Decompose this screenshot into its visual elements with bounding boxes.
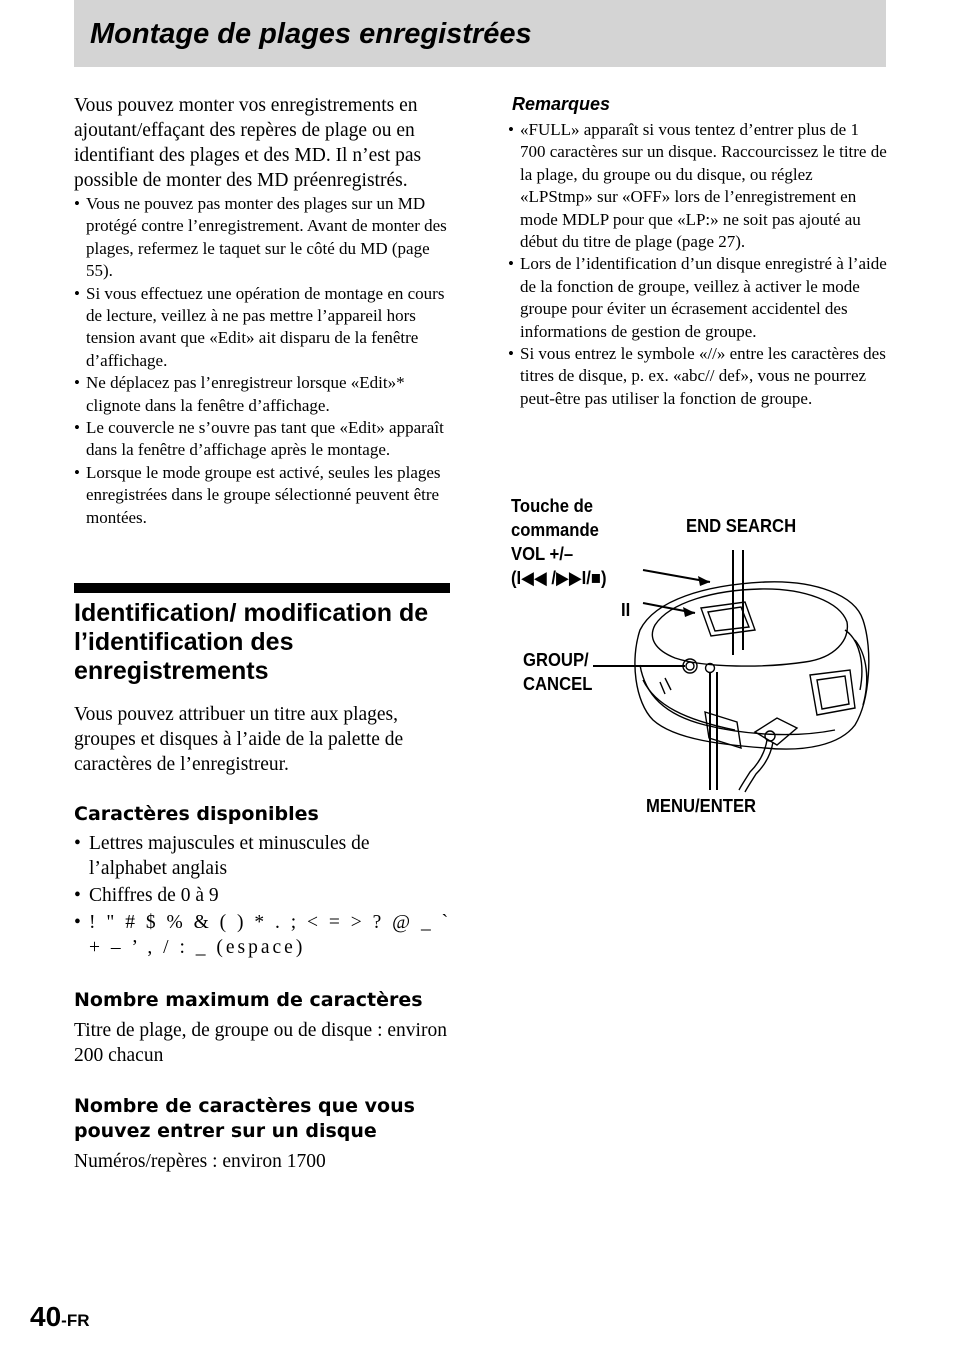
end-search-label: END SEARCH [686, 515, 797, 536]
intro-paragraph: Vous pouvez monter vos enregistrements en ajoutant/effaçant des repères de plage ou en identifiant des plages et des MD. Il n’est pas possible de monter des MD préenregistrés. [74, 95, 422, 191]
label-line: commande [511, 519, 599, 540]
list-item: • Vous ne pouvez pas monter des plages sur un MD protégé contre l’enregistrement. Avant de monter des plages, refermez le taquet sur le côté du MD (page 55). [74, 193, 452, 283]
list-item: • Lors de l’identification d’un disque enregistré à l’aide de la fonction de groupe, veillez à activer le mode groupe pour éviter un écrasement accidentel des informations de gestion de groupe. [508, 253, 888, 343]
touch-control-label [511, 494, 606, 590]
page-number [30, 1301, 89, 1333]
list-item: • Si vous effectuez une opération de montage en cours de lecture, veillez à ne pas mettre l’appareil hors tension avant que «Edit» ait disparu de la fenêtre d’affichage. [74, 283, 452, 373]
recorder-figure [505, 490, 905, 830]
available-chars-heading: Caractères disponibles [74, 803, 319, 826]
label-line: VOL +/– [511, 543, 574, 564]
page-title: Montage de plages enregistrées [90, 18, 532, 50]
left-column [74, 93, 452, 1174]
list-item: • ! " # $ % & ( ) * . ; < = > ? @ _ ` + – ’ , / : _ (espace) [74, 910, 452, 960]
page-number-value: 40 [30, 1301, 62, 1332]
intro-bullet-list [74, 193, 452, 529]
remarks-heading: Remarques [512, 94, 611, 114]
section-rule [74, 583, 450, 593]
disc-chars-heading: Nombre de caractères que vous pouvez entrer sur un disque [74, 1095, 415, 1143]
section-intro: Vous pouvez attribuer un titre aux plages, groupes et disques à l’aide de la palette de caractères de l’enregistreur. [74, 704, 404, 776]
list-item: • «FULL» apparaît si vous tentez d’entrer plus de 1 700 caractères sur un disque. Raccourcissez le titre de la plage, du groupe ou du disque, ou réglez «LPStmp» sur «OFF» lors de l’enregistrement en mode MDLP pour que «LP:» ne soit pas ajouté au début du titre de plage (page 27). [508, 119, 888, 253]
label-line: (I◀◀ /▶▶I/■) [511, 567, 607, 588]
label-line: CANCEL [523, 673, 593, 694]
max-chars-text: Titre de plage, de groupe ou de disque : environ 200 chacun [74, 1020, 447, 1067]
label-line: GROUP/ [523, 649, 589, 670]
list-item: • Si vous entrez le symbole «//» entre les caractères des titres de disque, p. ex. «abc// def», vous ne pourrez peut-être pas utiliser la fonction de groupe. [508, 343, 888, 410]
list-item: • Le couvercle ne s’ouvre pas tant que «Edit» apparaît dans la fenêtre d’affichage après le montage. [74, 417, 452, 462]
available-chars-list [74, 831, 452, 960]
group-cancel-label [523, 648, 592, 696]
title-bar [74, 0, 886, 67]
menu-enter-label: MENU/ENTER [646, 795, 757, 816]
right-column [508, 93, 888, 410]
list-item: • Ne déplacez pas l’enregistreur lorsque «Edit»* clignote dans la fenêtre d’affichage. [74, 372, 452, 417]
list-item: • Chiffres de 0 à 9 [74, 883, 452, 908]
page-number-suffix: -FR [61, 1311, 90, 1330]
section-title: Identification/ modification de l’identification des enregistrements [74, 599, 429, 686]
max-chars-heading: Nombre maximum de caractères [74, 989, 423, 1012]
pause-label: II [621, 599, 631, 620]
disc-chars-text: Numéros/repères : environ 1700 [74, 1151, 326, 1173]
list-item: • Lorsque le mode groupe est activé, seules les plages enregistrées dans le groupe sélectionné peuvent être montées. [74, 462, 452, 529]
list-item: • Lettres majuscules et minuscules de l’alphabet anglais [74, 831, 452, 881]
label-line: Touche de [511, 495, 594, 516]
remarks-list [508, 119, 888, 410]
